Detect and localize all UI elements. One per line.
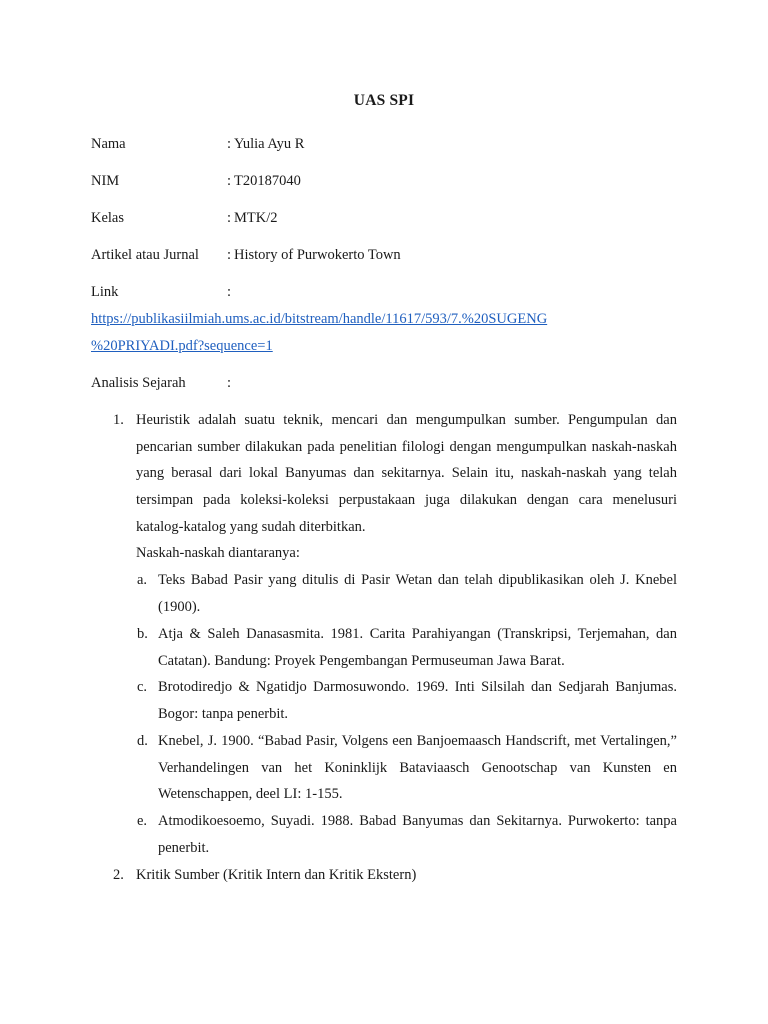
field-colon: :: [227, 247, 232, 263]
sub-list-letter: e.: [137, 813, 148, 829]
sub-list-letter: c.: [137, 679, 148, 695]
sub-list-item: Teks Babad Pasir yang ditulis di Pasir Wetan dan telah dipublikasikan oleh J. Knebel (1900).: [158, 572, 677, 615]
source-link-line-1[interactable]: https://publikasiilmiah.ums.ac.id/bitstream/handle/11617/593/7.%20SUGENG: [91, 311, 548, 327]
sub-list-letter: d.: [137, 733, 148, 749]
list-number: 2.: [113, 867, 124, 883]
field-artikel: [91, 245, 691, 265]
field-colon: :: [227, 284, 232, 300]
field-colon: :: [227, 375, 232, 391]
sub-list-item: Brotodiredjo & Ngatidjo Darmosuwondo. 1969. Inti Silsilah dan Sedjarah Banjumas. Bogor: tanpa penerbit.: [158, 679, 677, 722]
sub-list-letter: b.: [137, 626, 148, 642]
list-item-text: Heuristik adalah suatu teknik, mencari dan mengumpulkan sumber. Pengumpulan dan pencarian sumber dilakukan pada penelitian filologi dengan mengumpulkan naskah-naskah yang berasal dari lokal Banyumas dan sekitarnya. Selain itu, naskah-naskah yang telah tersimpan pada koleksi-koleksi perpustakaan juga dilakukan dengan cara menelusuri katalog-katalog yang sudah diterbitkan.: [136, 412, 677, 535]
field-nama: [91, 134, 691, 154]
list-item-text: Kritik Sumber (Kritik Intern dan Kritik Ekstern): [136, 867, 417, 883]
list-number: 1.: [113, 412, 124, 428]
field-label: Link: [91, 284, 119, 300]
sub-list-item: Knebel, J. 1900. “Babad Pasir, Volgens een Banjoemaasch Handscrift, met Vertalingen,” Verhandelingen van het Koninklijk Bataviaasch Genootschap van Kunsten en Wetenschappen, deel LI: 1-155.: [158, 733, 677, 803]
field-label: Analisis Sejarah: [91, 375, 186, 391]
source-link-line-2[interactable]: %20PRIYADI.pdf?sequence=1: [91, 338, 273, 354]
field-value: T20187040: [234, 173, 301, 189]
field-analisis-sejarah: [91, 373, 691, 393]
field-colon: :: [227, 173, 232, 189]
field-label: NIM: [91, 173, 120, 189]
field-value: Yulia Ayu R: [234, 136, 305, 152]
sub-list-letter: a.: [137, 572, 148, 588]
sub-list-item: Atja & Saleh Danasasmita. 1981. Carita Parahiyangan (Transkripsi, Terjemahan, dan Catatan). Bandung: Proyek Pengembangan Permuseuman Jawa Barat.: [158, 626, 677, 669]
field-label: Nama: [91, 136, 126, 152]
field-value: MTK/2: [234, 210, 278, 226]
field-colon: :: [227, 210, 232, 226]
sub-list-item: Atmodikoesoemo, Suyadi. 1988. Babad Banyumas dan Sekitarnya. Purwokerto: tanpa penerbit.: [158, 813, 677, 856]
field-colon: :: [227, 136, 232, 152]
field-value: History of Purwokerto Town: [234, 247, 401, 263]
field-label: Artikel atau Jurnal: [91, 247, 199, 263]
field-label: Kelas: [91, 210, 125, 226]
sub-list-intro: Naskah-naskah diantaranya:: [136, 545, 300, 561]
field-kelas: [91, 208, 691, 228]
field-link: [91, 282, 691, 302]
document-title: UAS SPI: [353, 92, 415, 109]
field-nim: [91, 171, 691, 191]
